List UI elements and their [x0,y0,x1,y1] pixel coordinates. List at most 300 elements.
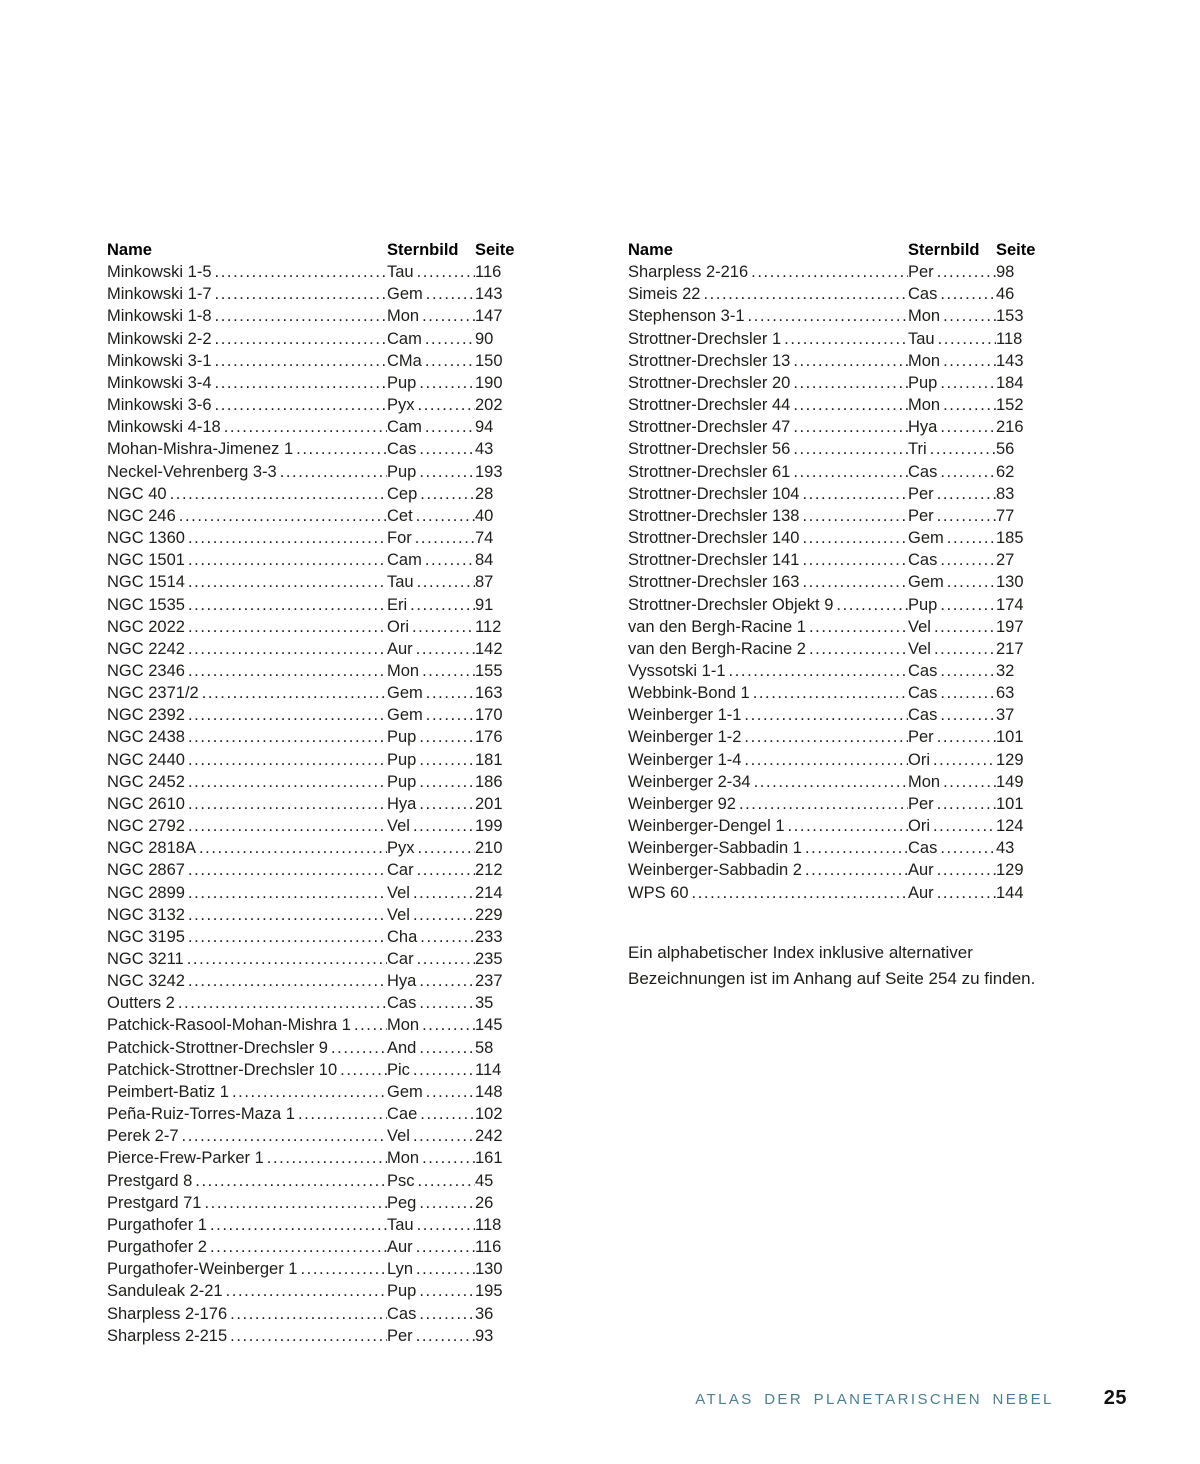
dot-leader [293,438,387,460]
entry-name: Minkowski 2-2 [107,329,212,348]
index-entry [628,616,1048,638]
entry-constellation: Mon [387,661,420,680]
entry-constellation: Mon [908,351,941,370]
entry-page: 77 [996,506,1015,525]
entry-page: 56 [996,440,1015,459]
entry-name: Peña-Ruiz-Torres-Maza 1 [107,1105,295,1124]
entry-name: Prestgard 71 [107,1193,202,1212]
dot-leader [790,416,908,438]
dot-leader [940,350,996,372]
entry-page: 129 [996,861,1024,880]
dot-leader [413,638,475,660]
dot-leader [416,793,475,815]
dot-leader [185,749,387,771]
index-entry [107,1037,527,1059]
dot-leader [416,438,475,460]
dot-leader [940,771,996,793]
entry-name: NGC 2438 [107,728,185,747]
entry-page: 155 [475,661,503,680]
entry-constellation: Per [908,794,934,813]
column-header-page: Seite [996,241,1036,259]
entry-name: Weinberger-Sabbadin 2 [628,861,802,880]
dot-leader [416,970,475,992]
dot-leader [185,815,387,837]
entry-name: NGC 2610 [107,794,185,813]
entry-page: 37 [996,706,1015,725]
entry-constellation: Cae [387,1105,418,1124]
entry-name: Strottner-Drechsler 61 [628,462,791,481]
entry-constellation: Cas [908,551,938,570]
entry-page: 217 [996,639,1024,658]
entry-name: NGC 2022 [107,617,185,636]
entry-name: Strottner-Drechsler 13 [628,351,791,370]
entry-page: 130 [475,1260,503,1279]
index-entry [628,527,1048,549]
dot-leader [227,1325,387,1347]
index-entry [628,815,1048,837]
entry-name: NGC 2792 [107,817,185,836]
entry-page: 118 [475,1215,502,1234]
dot-leader [185,926,387,948]
index-entry [107,704,527,726]
entry-page: 174 [996,595,1024,614]
entry-name: Neckel-Vehrenberg 3-3 [107,462,277,481]
dot-leader [751,771,908,793]
dot-leader [207,1236,387,1258]
entry-name: Strottner-Drechsler 140 [628,529,800,548]
dot-leader [937,704,996,726]
dot-leader [185,549,387,571]
entry-constellation: Pup [908,595,938,614]
index-entry [107,1325,527,1347]
dot-leader [212,372,387,394]
index-entry [107,305,527,327]
entry-page: 46 [996,285,1015,304]
entry-page: 124 [996,817,1024,836]
entry-page: 201 [475,794,503,813]
index-entry [628,305,1048,327]
entry-page: 45 [475,1171,494,1190]
index-entry [628,549,1048,571]
footer [0,1387,1127,1410]
entry-constellation: Eri [387,595,408,614]
dot-leader [409,616,475,638]
entry-name: Strottner-Drechsler 138 [628,506,800,525]
entry-name: van den Bergh-Racine 2 [628,639,806,658]
dot-leader [800,571,909,593]
entry-constellation: Ori [908,750,930,769]
column-header-name: Name [628,241,673,259]
index-entry [107,726,527,748]
entry-constellation: Gem [908,529,944,548]
entry-page: 116 [475,1238,502,1257]
dot-leader [937,549,996,571]
dot-leader [212,261,387,283]
entry-page: 62 [996,462,1015,481]
index-entry [107,394,527,416]
dot-leader [930,749,996,771]
column-header-page: Seite [475,241,515,259]
index-entry [628,793,1048,815]
index-entry [107,328,527,350]
entry-name: van den Bergh-Racine 1 [628,617,806,636]
dot-leader [413,1325,475,1347]
entry-page: 184 [996,373,1024,392]
entry-constellation: Car [387,861,414,880]
dot-leader [802,859,908,881]
dot-leader [741,726,908,748]
dot-leader [212,283,387,305]
dot-leader [185,704,387,726]
entry-name: NGC 2242 [107,639,185,658]
index-entry [628,660,1048,682]
index-entry [107,1147,527,1169]
entry-name: NGC 246 [107,506,176,525]
entry-constellation: Tau [908,329,935,348]
entry-constellation: For [387,529,412,548]
entry-name: Strottner-Drechsler 44 [628,396,791,415]
table-header-row [107,239,527,261]
dot-leader [297,1258,387,1280]
dot-leader [423,1081,475,1103]
dot-leader [422,416,475,438]
dot-leader [328,1037,387,1059]
entry-constellation: And [387,1038,417,1057]
entry-constellation: Mon [387,1149,420,1168]
entry-name: Mohan-Mishra-Jimenez 1 [107,440,294,459]
entry-name: Perek 2-7 [107,1127,179,1146]
entry-constellation: Cas [908,285,938,304]
entry-name: NGC 2346 [107,661,185,680]
entry-name: Simeis 22 [628,285,701,304]
dot-leader [221,416,387,438]
index-entry [107,1214,527,1236]
entry-page: 142 [475,639,503,658]
entry-constellation: Aur [908,861,934,880]
index-entry [628,261,1048,283]
dot-leader [935,328,996,350]
entry-constellation: Vel [387,817,410,836]
entry-constellation: Per [387,1326,413,1345]
dot-leader [223,1280,387,1302]
entry-page: 148 [475,1082,503,1101]
dot-leader [790,394,908,416]
dot-leader [212,394,387,416]
entry-name: NGC 2818A [107,839,196,858]
entry-name: Peimbert-Batiz 1 [107,1082,229,1101]
dot-leader [410,1125,475,1147]
entry-page: 43 [996,839,1015,858]
dot-leader [934,882,996,904]
entry-constellation: Mon [908,772,941,791]
entry-page: 130 [996,573,1024,592]
entry-page: 32 [996,661,1015,680]
dot-leader [185,970,387,992]
dot-leader [930,815,996,837]
entry-constellation: Pup [387,772,417,791]
entry-constellation: Pyx [387,839,415,858]
dot-leader [806,638,908,660]
entry-name: Sharpless 2-176 [107,1304,228,1323]
entry-constellation: Per [908,484,934,503]
entry-name: Patchick-Rasool-Mohan-Mishra 1 [107,1016,351,1035]
dot-leader [410,815,475,837]
entry-name: NGC 2867 [107,861,185,880]
index-column-left [107,239,527,1347]
dot-leader [726,660,908,682]
dot-leader [934,483,996,505]
dot-leader [185,904,387,926]
entry-page: 214 [475,883,503,902]
dot-leader [337,1059,387,1081]
entry-name: Minkowski 3-6 [107,396,212,415]
entry-constellation: Cam [387,551,422,570]
entry-constellation: Tri [908,440,927,459]
entry-page: 161 [475,1149,503,1168]
entry-page: 28 [475,484,494,503]
dot-leader [414,261,475,283]
index-entry [107,660,527,682]
index-entry [628,704,1048,726]
entry-constellation: Per [908,263,934,282]
entry-name: Strottner-Drechsler 1 [628,329,782,348]
dot-leader [185,616,387,638]
entry-constellation: Vel [387,883,410,902]
column-header-name: Name [107,241,152,259]
index-entry [107,926,527,948]
index-entry [107,1125,527,1147]
index-entry [107,1258,527,1280]
dot-leader [175,992,387,1014]
entry-constellation: Lyn [387,1260,413,1279]
entry-page: 40 [475,506,494,525]
entry-constellation: Cha [387,927,418,946]
dot-leader [741,749,908,771]
entry-name: Strottner-Drechsler 20 [628,373,791,392]
index-entry [628,461,1048,483]
dot-leader [416,726,475,748]
dot-leader [185,594,387,616]
entry-page: 190 [475,373,503,392]
entry-constellation: Aur [387,639,413,658]
dot-leader [790,372,908,394]
dot-leader [185,660,387,682]
dot-leader [413,1258,475,1280]
dot-leader [295,1103,387,1125]
entry-page: 83 [996,484,1015,503]
index-entry [107,1192,527,1214]
entry-page: 242 [475,1127,503,1146]
entry-name: Weinberger-Dengel 1 [628,817,785,836]
entry-name: Purgathofer-Weinberger 1 [107,1260,298,1279]
entry-page: 193 [475,462,503,481]
entry-page: 143 [996,351,1024,370]
entry-name: Patchick-Strottner-Drechsler 10 [107,1060,338,1079]
entry-page: 101 [996,794,1024,813]
dot-leader [736,793,908,815]
index-entry [107,1103,527,1125]
dot-leader [417,483,475,505]
index-entry [107,461,527,483]
entry-constellation: Psc [387,1171,415,1190]
entry-page: 101 [996,728,1024,747]
entry-constellation: Vel [387,905,410,924]
entry-page: 237 [475,972,503,991]
dot-leader [937,283,996,305]
entry-constellation: Mon [908,396,941,415]
entry-constellation: Mon [908,307,941,326]
dot-leader [806,616,908,638]
dot-leader [184,948,387,970]
dot-leader [212,328,387,350]
index-entry [107,859,527,881]
entry-name: Vyssotski 1-1 [628,661,726,680]
entry-name: Weinberger 1-4 [628,750,742,769]
index-entry [107,261,527,283]
entry-page: 94 [475,418,494,437]
entry-name: Minkowski 3-1 [107,351,212,370]
entry-constellation: Hya [387,972,417,991]
entry-page: 181 [475,750,503,769]
entry-page: 58 [475,1038,494,1057]
index-entry [628,682,1048,704]
index-entry [107,350,527,372]
entry-page: 87 [475,573,494,592]
entry-page: 152 [996,396,1024,415]
entry-constellation: Pup [387,750,417,769]
dot-leader [785,815,908,837]
entry-constellation: Car [387,950,414,968]
index-column-right [628,239,1048,1010]
entry-constellation: Mon [387,307,420,326]
entry-name: NGC 1501 [107,551,185,570]
index-entry [107,1014,527,1036]
dot-leader [264,1147,387,1169]
entry-constellation: Pup [387,462,417,481]
entry-page: 229 [475,905,503,924]
entry-page: 98 [996,263,1015,282]
index-entry [107,815,527,837]
index-entry [628,483,1048,505]
entry-constellation: Ori [387,617,409,636]
index-entry [628,749,1048,771]
entry-page: 197 [996,617,1024,636]
index-entry [107,682,527,704]
dot-leader [745,305,908,327]
entry-page: 199 [475,817,503,836]
index-entry [628,416,1048,438]
dot-leader [196,837,387,859]
dot-leader [800,527,909,549]
entry-name: NGC 2440 [107,750,185,769]
column-header-constellation: Sternbild [908,241,980,259]
index-entry [628,438,1048,460]
entry-page: 145 [475,1016,503,1035]
dot-leader [212,350,387,372]
index-entry [107,793,527,815]
entry-name: Pierce-Frew-Parker 1 [107,1149,264,1168]
dot-leader [934,726,996,748]
dot-leader [937,372,996,394]
entry-constellation: Pyx [387,396,415,415]
entry-constellation: Cas [908,661,938,680]
dot-leader [415,394,475,416]
index-entry [628,350,1048,372]
dot-leader [940,394,996,416]
dot-leader [185,859,387,881]
running-title: ATLAS DER PLANETARISCHEN NEBEL [695,1391,1054,1408]
dot-leader [416,1037,475,1059]
index-entry [107,527,527,549]
index-entry [107,372,527,394]
index-entry [107,283,527,305]
page-number: 25 [1103,1387,1127,1409]
entry-constellation: Tau [387,1215,414,1234]
entry-constellation: Cas [908,839,938,858]
entry-name: NGC 2452 [107,772,185,791]
index-entry [107,882,527,904]
dot-leader [410,1059,475,1081]
dot-leader [167,483,387,505]
index-entry [107,1236,527,1258]
index-entry [107,904,527,926]
entry-name: NGC 40 [107,484,167,503]
entry-page: 176 [475,728,503,747]
dot-leader [416,771,475,793]
entry-page: 74 [475,529,494,548]
entry-name: Sharpless 2-215 [107,1326,228,1345]
index-entry [107,1280,527,1302]
entry-name: Strottner-Drechsler 141 [628,551,800,570]
dot-leader [419,1147,475,1169]
dot-leader [944,527,996,549]
dot-leader [800,505,909,527]
entry-constellation: Per [908,728,934,747]
entry-page: 63 [996,684,1015,703]
dot-leader [351,1014,387,1036]
entry-name: Weinberger 2-34 [628,772,751,791]
dot-leader [833,594,908,616]
dot-leader [207,1214,387,1236]
index-entry [107,616,527,638]
index-entry [107,948,527,970]
entry-name: Strottner-Drechsler 47 [628,418,791,437]
entry-constellation: Peg [387,1193,417,1212]
dot-leader [937,416,996,438]
index-entry [628,505,1048,527]
entry-constellation: Pup [387,1282,417,1301]
index-entry [628,726,1048,748]
entry-page: 91 [475,595,494,614]
index-entry [628,328,1048,350]
entry-constellation: Tau [387,263,414,282]
index-entry [628,859,1048,881]
entry-constellation: Gem [387,684,423,703]
entry-name: Stephenson 3-1 [628,307,745,326]
dot-leader [176,505,387,527]
entry-constellation: Vel [908,639,931,658]
entry-name: Webbink-Bond 1 [628,684,750,703]
entry-page: 35 [475,994,494,1013]
dot-leader [185,571,387,593]
entry-constellation: Cas [908,684,938,703]
index-entry [107,549,527,571]
entry-constellation: Aur [387,1238,413,1257]
index-entry [628,594,1048,616]
entry-name: Patchick-Strottner-Drechsler 9 [107,1038,328,1057]
dot-leader [192,1170,387,1192]
entry-page: 150 [475,351,503,370]
